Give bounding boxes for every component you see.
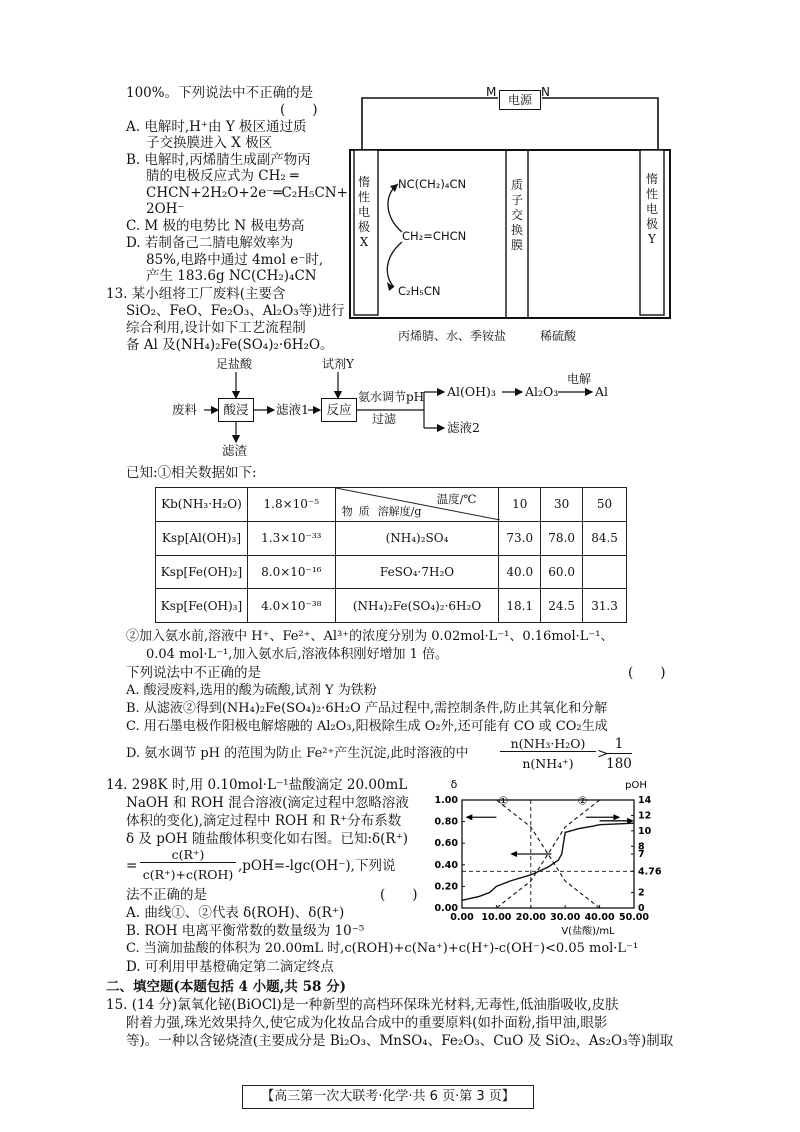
table-cell: 18.1	[499, 589, 541, 623]
flow-aloh3: Al(OH)₃	[447, 384, 496, 399]
q13-option-c: C. 用石墨电极作阳极电解熔融的 Al₂O₃,阳极除生成 O₂外,还可能有 CO 或 CO₂生成	[126, 719, 608, 734]
terminal-n: N	[541, 85, 550, 99]
q12-option-d-cont2: 产生 183.6g NC(CH₂)₄CN	[146, 268, 317, 284]
x-tick-label: 0.00	[450, 912, 474, 923]
q13-d-ratio-num: 1	[606, 737, 632, 754]
q14-equals: =	[126, 858, 138, 874]
table-cell: Ksp[Al(OH)₃]	[156, 521, 248, 555]
q12-option-c: C. M 极的电势比 N 极电势高	[126, 218, 305, 234]
curve-label-2: ②	[577, 794, 588, 808]
table-cell: 73.0	[499, 521, 541, 555]
q13-answer-paren: ( )	[628, 665, 666, 681]
x-tick-label: 30.00	[550, 912, 581, 923]
table-cell: 30	[541, 488, 583, 522]
x-tick-label: 20.00	[515, 912, 546, 923]
table-cell: Ksp[Fe(OH)₂]	[156, 555, 248, 589]
y-right-tick-label: 10	[638, 825, 652, 837]
known-note-2: ②加入氨水前,溶液中 H⁺、Fe²⁺、Al³⁺的浓度分别为 0.02mol·L⁻¹、0.16mol·L⁻¹、	[126, 629, 614, 644]
arrowhead-1	[465, 814, 472, 820]
y-right-tick-label: 4.76	[638, 866, 662, 878]
data-table	[155, 487, 627, 623]
x-tick-label: 10.00	[481, 912, 512, 923]
q12-option-b: B. 电解时,丙烯腈生成副产物丙	[126, 152, 311, 168]
flow-filter: 过滤	[372, 412, 397, 426]
q13-d-fraction-den: n(NH₄⁺)	[522, 756, 574, 771]
y-left-tick-label: 0.20	[434, 881, 458, 893]
table-cell: 31.3	[583, 589, 627, 623]
table-cell: 50	[583, 488, 627, 522]
x-tick-label: 40.00	[584, 912, 615, 923]
q14-after-fraction: ,pOH=-lgc(OH⁻),下列说	[238, 858, 396, 874]
table-cell: 1.3×10⁻³³	[247, 521, 335, 555]
table-cell: 78.0	[541, 521, 583, 555]
arrowhead-2	[613, 814, 620, 820]
known-data-title: 已知:①相关数据如下:	[126, 465, 257, 481]
y-right-tick-label: 7	[638, 849, 645, 860]
table-cell: 4.0×10⁻³⁸	[247, 589, 335, 623]
q13-option-a: A. 酸浸废料,选用的酸为硫酸,试剂 Y 为铁粉	[126, 683, 377, 698]
y-left-tick-label: 0.40	[434, 859, 458, 871]
table-cell: FeSO₄·7H₂O	[335, 555, 499, 589]
membrane-label: 质子交换膜	[510, 178, 523, 252]
y-right-tick-label: 8	[638, 841, 645, 853]
q12-option-a-cont: 子交换膜进入 X 极区	[146, 135, 273, 151]
table-row	[156, 555, 627, 589]
table-cell: (NH₄)₂SO₄	[335, 521, 499, 555]
q14-option-c: C. 当滴加盐酸的体积为 20.00mL 时,c(ROH)+c(Na⁺)+c(H⁺)-c(OH⁻)<0.05 mol·L⁻¹	[126, 941, 639, 956]
q15-line2: 附着力强,珠光效果持久,使它成为化妆品合成中的重要原料(如扑面粉,指甲油,眼影	[126, 1015, 608, 1031]
flow-waste: 废料	[172, 402, 198, 417]
table-cell: 10	[499, 488, 541, 522]
left-electrode-label: 惰性电极X	[357, 175, 370, 249]
q15-line3: 等)。一种以含铋烧渣(主要成分是 Bi₂O₃、MnSO₄、Fe₂O₃、CuO 及 SiO₂、As₂O₃等)制取	[126, 1033, 674, 1049]
y-left-tick-label: 1.00	[434, 795, 458, 806]
q13-intro-line3: 综合利用,设计如下工艺流程制	[126, 320, 306, 336]
left-solution-label: 丙烯腈、水、季铵盐	[398, 329, 507, 343]
q13-intro-line1: 13. 某小组将工厂废料(主要含	[106, 286, 286, 302]
q13-intro-line2: SiO₂、FeO、Fe₂O₃、Al₂O₃等)进行	[126, 303, 345, 319]
temp-header: 温度/℃	[436, 492, 477, 506]
table-cell: 40.0	[499, 555, 541, 589]
y-left-tick-label: 0.00	[434, 903, 458, 914]
q12-option-a: A. 电解时,H⁺由 Y 极区通过质	[126, 119, 307, 135]
q14-option-b: B. ROH 电离平衡常数的数量级为 10⁻⁵	[126, 923, 365, 939]
table-cell: 24.5	[541, 589, 583, 623]
y-right-tick-label: 14	[638, 795, 652, 806]
x-tick-label: 50.00	[618, 912, 650, 923]
arrowhead-poh	[510, 851, 517, 857]
flow-nh3-adjust: 氨水调节pH	[358, 390, 425, 404]
table-cell: Ksp[Fe(OH)₃]	[156, 589, 248, 623]
table-cell: (NH₄)₂Fe(SO₄)₂·6H₂O	[335, 589, 499, 623]
q14-fraction-num: c(R⁺)	[140, 848, 236, 863]
known-note-2-cont: 0.04 mol·L⁻¹,加入氨水后,溶液体积刚好增加 1 倍。	[146, 647, 449, 662]
series-line-3	[462, 823, 634, 900]
y-left-tick-label: 0.60	[434, 838, 458, 850]
table-cell: Kb(NH₃·H₂O)	[156, 488, 248, 522]
q13-option-d: D. 氨水调节 pH 的范围为防止 Fe²⁺产生沉淀,此时溶液的中	[126, 746, 469, 761]
q14-line4: δ 及 pOH 随盐酸体积变化如右图。已知:δ(R⁺)	[126, 831, 408, 847]
q12-option-d-cont1: 85%,电路中通过 4mol e⁻时,	[146, 252, 324, 268]
q13-d-ratio-den: 180	[606, 756, 632, 772]
y-left-axis-label: δ	[450, 778, 458, 791]
page-footer: 【高三第一次大联考·化学·共 6 页·第 3 页】	[242, 1085, 534, 1109]
substance-header: 物质	[341, 504, 376, 518]
y-left-tick-label: 0.80	[434, 816, 458, 828]
table-cell	[583, 555, 627, 589]
table-diagonal-header	[335, 488, 499, 522]
flow-al: Al	[595, 384, 609, 399]
right-electrode-label: 惰性电极Y	[645, 172, 658, 246]
q14-option-d: D. 可利用甲基橙确定第二滴定终点	[126, 959, 334, 975]
q12-option-b-cont2: CHCN+2H₂O+2e⁻═C₂H₅CN+	[146, 185, 348, 201]
table-cell: 1.8×10⁻⁵	[247, 488, 335, 522]
q12-option-b-cont1: 腈的电极反应式为 CH₂ ═	[146, 168, 299, 184]
table-row	[156, 589, 627, 623]
y-right-tick-label: 2	[638, 887, 645, 899]
y-right-tick-label: 12	[638, 810, 652, 822]
species-acrylonitrile: CH₂=CHCN	[402, 229, 467, 243]
q12-intro: 100%。下列说法中不正确的是	[126, 85, 314, 101]
table-cell: 8.0×10⁻¹⁶	[247, 555, 335, 589]
solubility-header: 溶解度/g	[377, 504, 422, 518]
q13-option-b: B. 从滤液②得到(NH₄)₂Fe(SO₄)₂·6H₂O 产品过程中,需控制条件,防止其氧化和分解	[126, 701, 608, 716]
q14-line6: 法不正确的是	[126, 887, 207, 903]
y-right-axis-label: pOH	[625, 780, 647, 791]
flow-electrolysis: 电解	[567, 372, 592, 386]
flow-react-box: 反应	[321, 398, 357, 422]
flow-filtrate2: 滤液2	[447, 420, 480, 435]
q14-answer-paren: ( )	[380, 887, 418, 903]
table-cell: 84.5	[583, 521, 627, 555]
terminal-m: M	[486, 85, 497, 99]
flow-leach-box: 酸浸	[218, 398, 254, 422]
q14-line1: 14. 298K 时,用 0.10mol·L⁻¹盐酸滴定 20.00mL	[106, 777, 408, 793]
q14-line2: NaOH 和 ROH 混合溶液(滴定过程中忽略溶液	[126, 795, 409, 811]
q12-option-b-cont3: 2OH⁻	[146, 201, 185, 217]
species-propionitrile: C₂H₅CN	[398, 284, 441, 298]
power-source: 电源	[499, 90, 541, 110]
titration-chart	[420, 770, 680, 945]
q15-line1: 15. (14 分)氯氧化铋(BiOCl)是一种新型的高档环保珠光材料,无毒性,低油脂吸收,皮肤	[106, 997, 619, 1013]
flow-filtrate1: 滤液1	[276, 402, 309, 417]
x-axis-label: V(盐酸)/mL	[561, 926, 615, 937]
q13-question: 下列说法中不正确的是	[126, 665, 261, 681]
q13-intro-line4: 备 Al 及(NH₄)₂Fe(SO₄)₂·6H₂O。	[126, 337, 334, 353]
right-solution-label: 稀硫酸	[540, 329, 577, 343]
table-cell: 60.0	[541, 555, 583, 589]
q13-d-fraction-num: n(NH₃·H₂O)	[500, 737, 596, 752]
flow-al2o3: Al₂O₃	[525, 384, 559, 399]
curve-label-1: ①	[498, 794, 509, 808]
table-row	[156, 488, 627, 522]
flow-residue: 滤渣	[222, 443, 248, 458]
section-2-title: 二、填空题(本题包括 4 小题,共 58 分)	[106, 979, 346, 995]
table-row	[156, 521, 627, 555]
flow-reagent-y: 试剂Y	[322, 357, 354, 371]
q14-line3: 体积的变化),滴定过程中 ROH 和 R⁺分布系数	[126, 813, 402, 829]
q13-d-gt: >	[597, 746, 609, 762]
q14-option-a: A. 曲线①、②代表 δ(ROH)、δ(R⁺)	[126, 905, 345, 921]
q12-answer-paren: ( )	[280, 102, 318, 118]
q14-fraction-den: c(R⁺)+c(ROH)	[142, 867, 234, 882]
flow-acid: 足盐酸	[216, 357, 253, 371]
y-right-tick-label: 0	[638, 903, 645, 914]
species-adiponitrile: NC(CH₂)₄CN	[398, 177, 467, 191]
q12-option-d: D. 若制备己二腈电解效率为	[126, 235, 294, 251]
